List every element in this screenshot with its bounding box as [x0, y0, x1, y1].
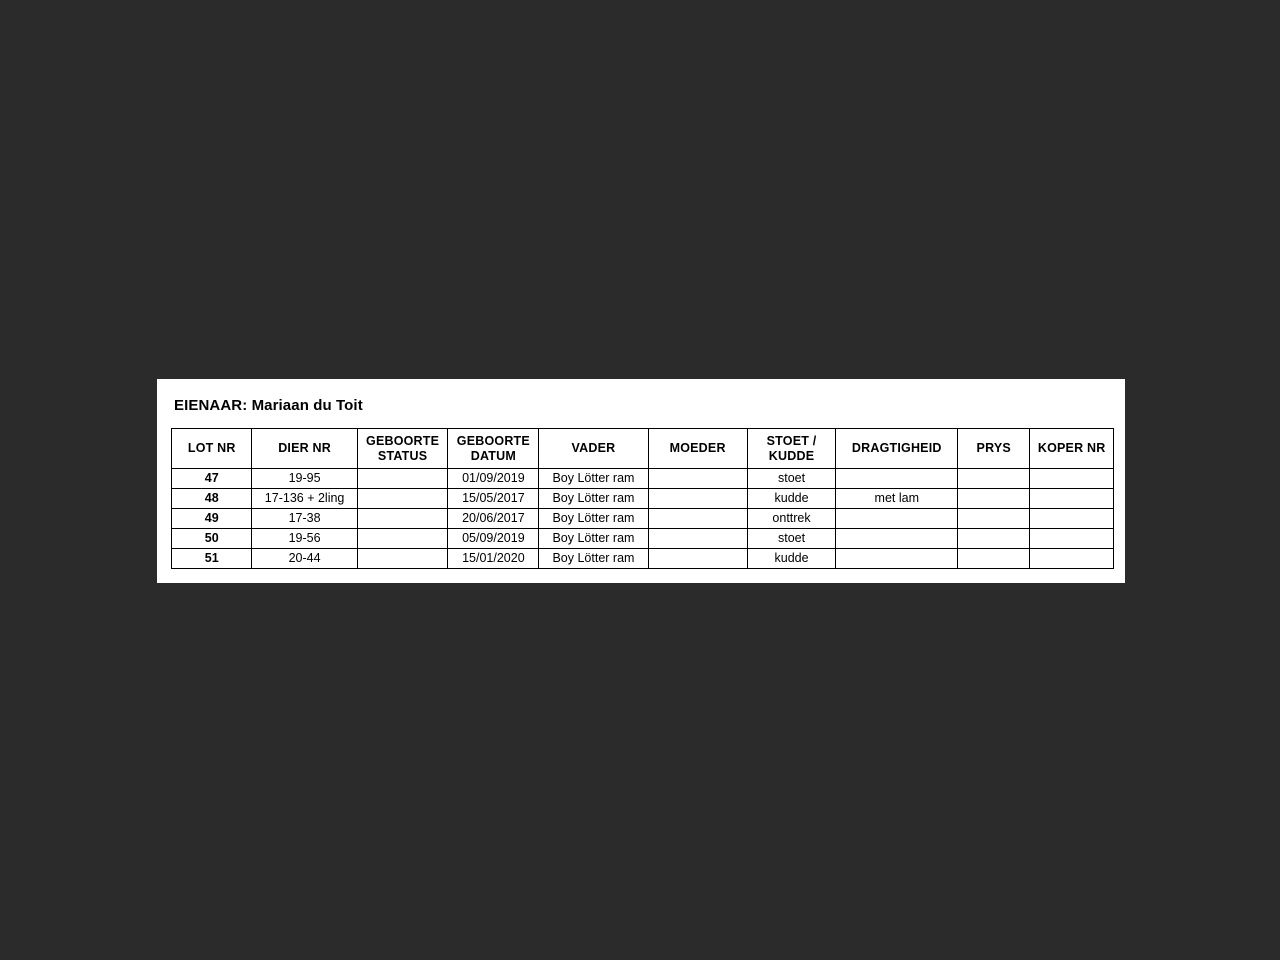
cell-vader: Boy Lötter ram [539, 509, 648, 529]
cell-moeder [648, 469, 747, 489]
table-row [172, 529, 1114, 549]
animal-listing-table [171, 428, 1114, 569]
column-header-koper-nr: KOPER NR [1030, 429, 1114, 469]
cell-dier-nr: 19-56 [252, 529, 357, 549]
cell-lot-nr: 50 [172, 529, 252, 549]
cell-moeder [648, 549, 747, 569]
column-header-lot-nr: LOT NR [172, 429, 252, 469]
table-row [172, 489, 1114, 509]
cell-dier-nr: 20-44 [252, 549, 357, 569]
table-row [172, 469, 1114, 489]
cell-moeder [648, 529, 747, 549]
cell-prys [958, 549, 1030, 569]
cell-geboorte-status [357, 489, 448, 509]
cell-vader: Boy Lötter ram [539, 549, 648, 569]
document-sheet [157, 379, 1125, 583]
cell-vader: Boy Lötter ram [539, 529, 648, 549]
cell-dragtigheid [836, 549, 958, 569]
cell-geboorte-status [357, 549, 448, 569]
cell-lot-nr: 51 [172, 549, 252, 569]
cell-dier-nr: 17-38 [252, 509, 357, 529]
column-header-stoet-kudde: STOET / KUDDE [747, 429, 836, 469]
table-header-row [172, 429, 1114, 469]
cell-geboorte-datum: 15/05/2017 [448, 489, 539, 509]
column-header-geboorte-status: GEBOORTE STATUS [357, 429, 448, 469]
column-header-dier-nr: DIER NR [252, 429, 357, 469]
cell-lot-nr: 48 [172, 489, 252, 509]
cell-geboorte-status [357, 529, 448, 549]
cell-dragtigheid [836, 469, 958, 489]
cell-stoet-kudde: stoet [747, 529, 836, 549]
owner-heading: EIENAAR: Mariaan du Toit [174, 397, 363, 414]
cell-geboorte-status [357, 509, 448, 529]
cell-geboorte-datum: 15/01/2020 [448, 549, 539, 569]
cell-stoet-kudde: kudde [747, 549, 836, 569]
cell-moeder [648, 509, 747, 529]
cell-lot-nr: 47 [172, 469, 252, 489]
cell-geboorte-datum: 01/09/2019 [448, 469, 539, 489]
cell-koper-nr [1030, 469, 1114, 489]
cell-geboorte-status [357, 469, 448, 489]
cell-stoet-kudde: stoet [747, 469, 836, 489]
column-header-geboorte-datum: GEBOORTE DATUM [448, 429, 539, 469]
column-header-vader: VADER [539, 429, 648, 469]
cell-prys [958, 489, 1030, 509]
cell-dragtigheid [836, 529, 958, 549]
column-header-moeder: MOEDER [648, 429, 747, 469]
cell-stoet-kudde: kudde [747, 489, 836, 509]
cell-koper-nr [1030, 489, 1114, 509]
cell-geboorte-datum: 20/06/2017 [448, 509, 539, 529]
cell-vader: Boy Lötter ram [539, 469, 648, 489]
cell-stoet-kudde: onttrek [747, 509, 836, 529]
cell-dragtigheid: met lam [836, 489, 958, 509]
table-row [172, 509, 1114, 529]
cell-dier-nr: 17-136 + 2ling [252, 489, 357, 509]
column-header-dragtigheid: DRAGTIGHEID [836, 429, 958, 469]
cell-lot-nr: 49 [172, 509, 252, 529]
cell-geboorte-datum: 05/09/2019 [448, 529, 539, 549]
cell-koper-nr [1030, 529, 1114, 549]
cell-prys [958, 529, 1030, 549]
cell-dragtigheid [836, 509, 958, 529]
column-header-prys: PRYS [958, 429, 1030, 469]
cell-dier-nr: 19-95 [252, 469, 357, 489]
cell-koper-nr [1030, 509, 1114, 529]
cell-koper-nr [1030, 549, 1114, 569]
cell-prys [958, 469, 1030, 489]
cell-moeder [648, 489, 747, 509]
cell-prys [958, 509, 1030, 529]
cell-vader: Boy Lötter ram [539, 489, 648, 509]
table-row [172, 549, 1114, 569]
